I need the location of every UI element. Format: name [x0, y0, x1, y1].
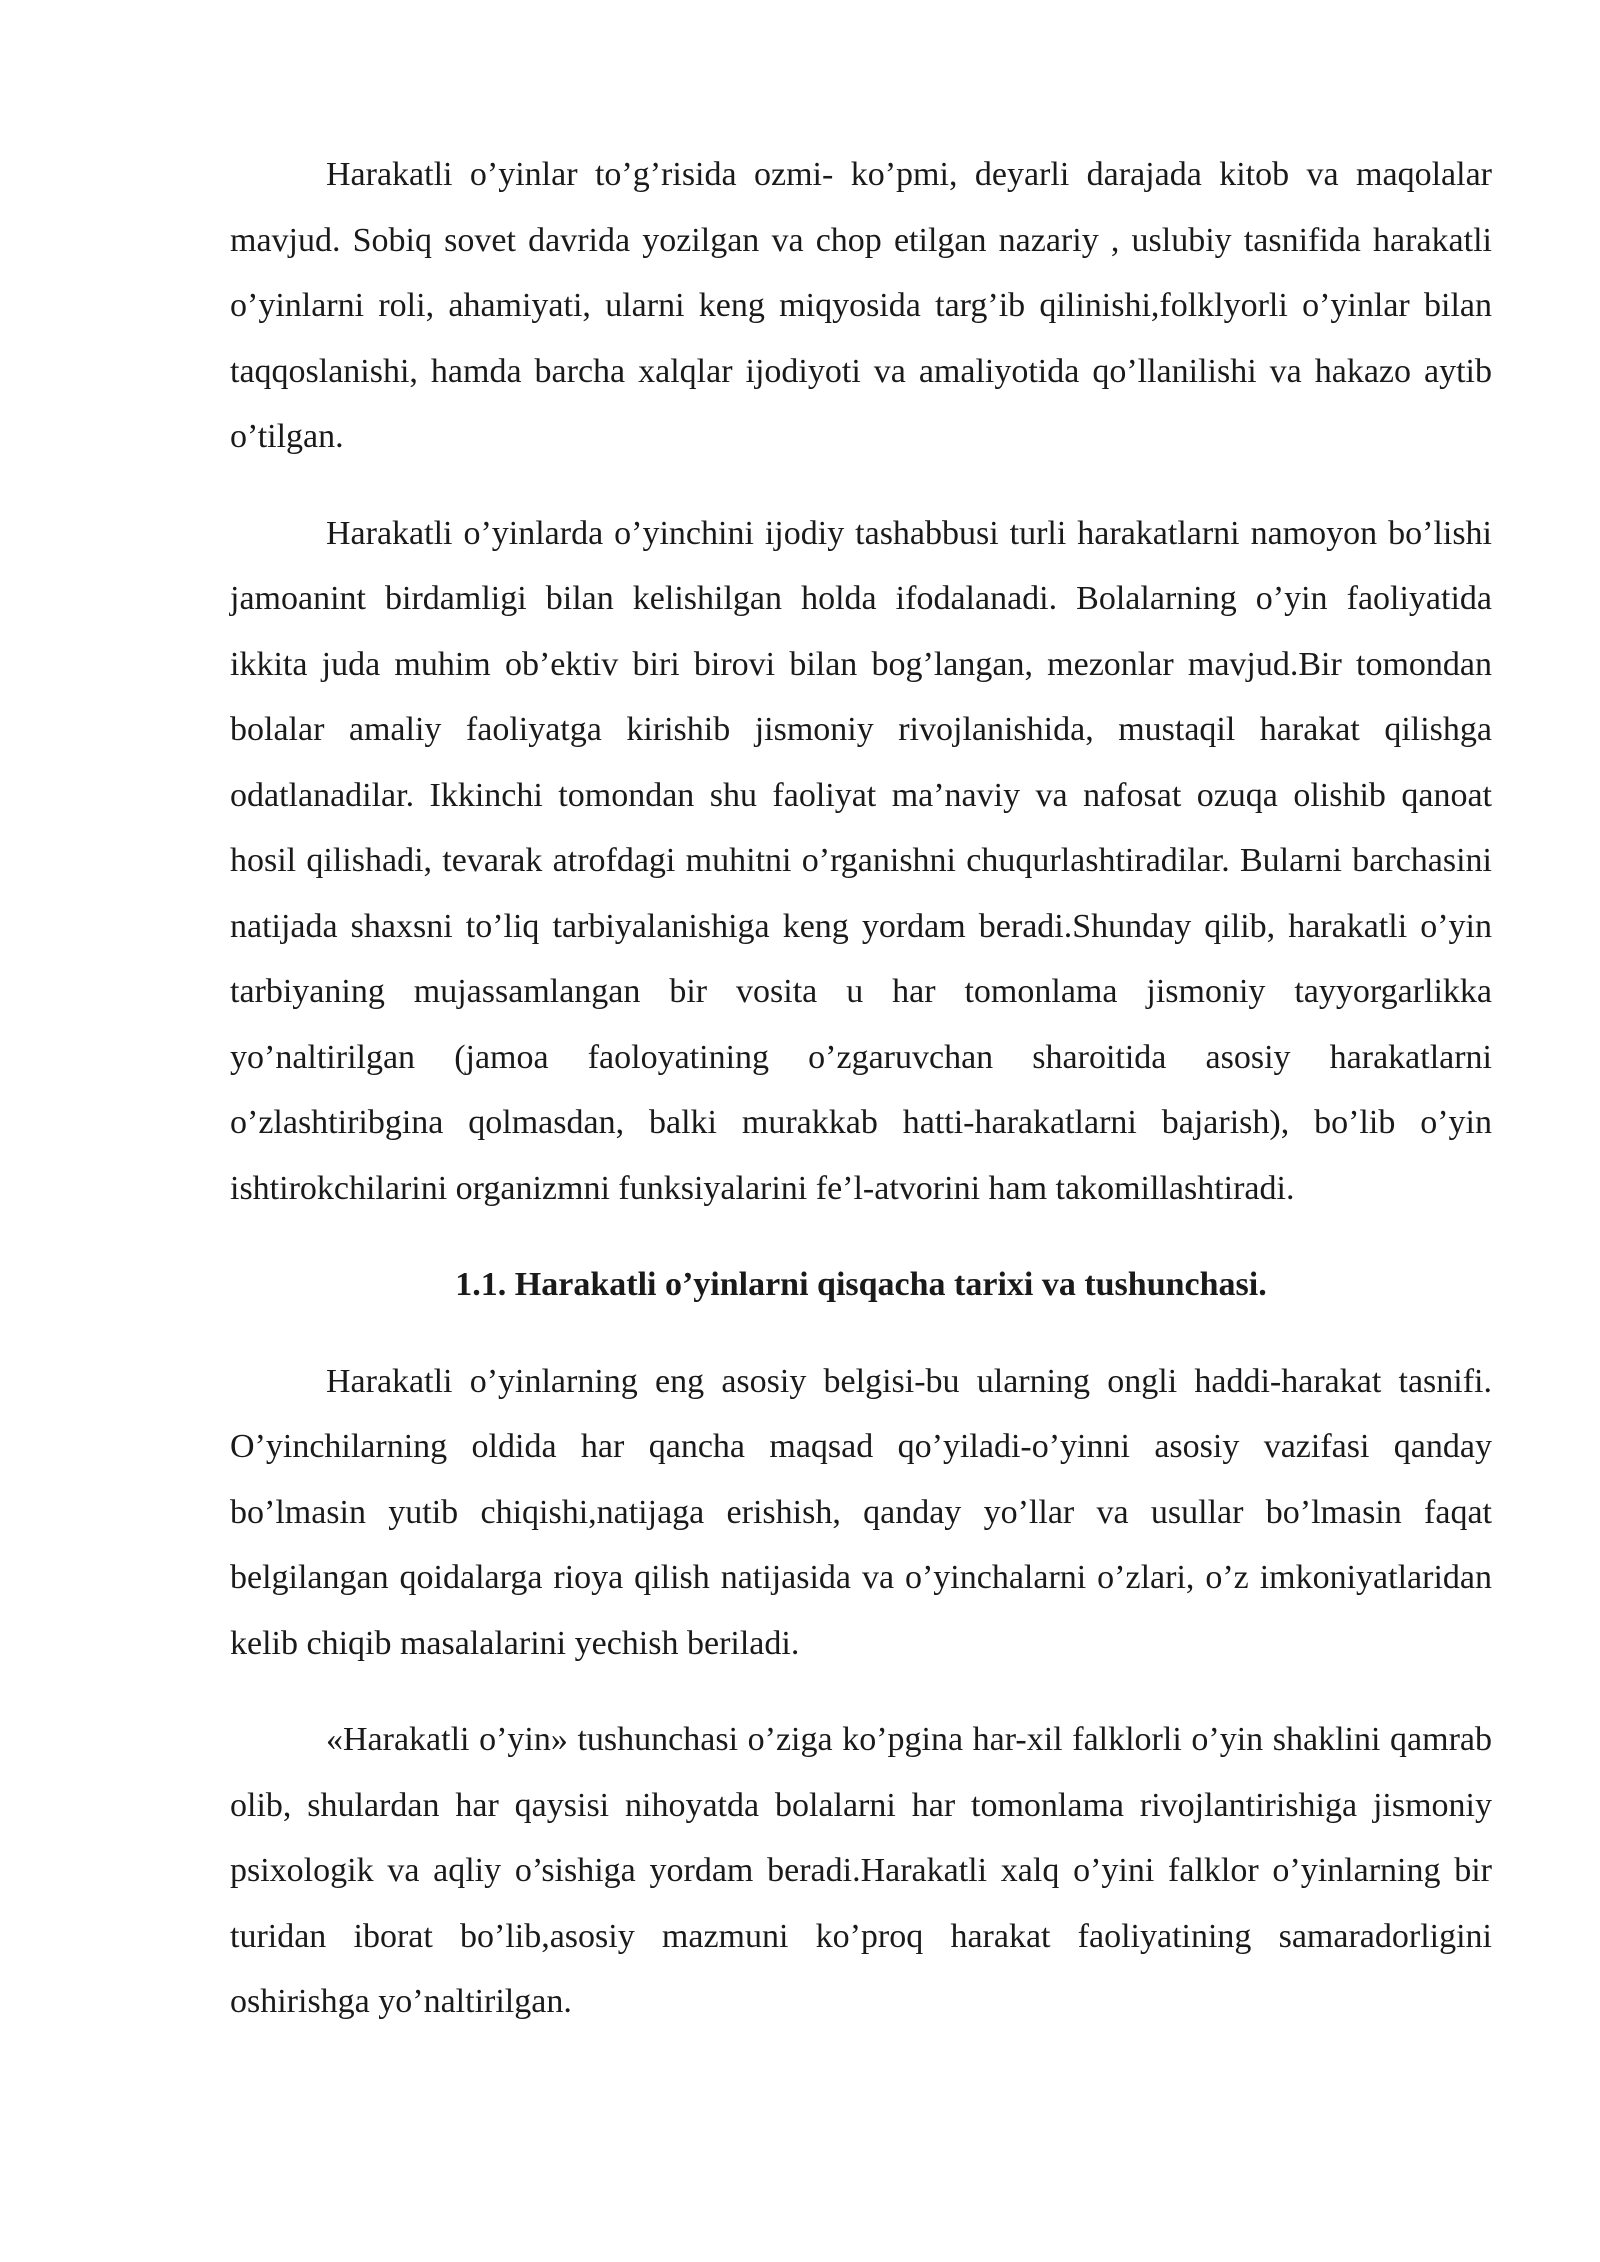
paragraph-1: Harakatli o’yinlar to’g’risida ozmi- ko’pmi, deyarli darajada kitob va maqolalar mavjud. Sobiq sovet davrida yozilgan va chop etilgan nazariy , uslubiy tasnifida harakatli o’yinlarni roli, ahamiyati, ularni keng miqyosida targ’ib qilinishi,folklyorli o’yinlar bilan taqqoslanishi, hamda barcha xalqlar ijodiyoti va amaliyotida qo’llanilishi va hakazo aytib o’tilgan.: [230, 156, 1492, 455]
paragraph-3: Harakatli o’yinlarning eng asosiy belgisi-bu ularning ongli haddi-harakat tasnifi. O’yinchilarning oldida har qancha maqsad qo’yiladi-o’yinni asosiy vazifasi qanday bo’lmasin yutib chiqishi,natijaga erishish, qanday yo’llar va usullar bo’lmasin faqat belgilangan qoidalarga rioya qilish natijasida va o’yinchalarni o’zlari, o’z imkoniyatlaridan kelib chiqib masalalarini yechish beriladi.: [230, 1362, 1492, 1662]
section-heading: 1.1. Harakatli o’yinlarni qisqacha tarixi va tushunchasi.: [455, 1266, 1267, 1303]
paragraph-2: Harakatli o’yinlarda o’yinchini ijodiy tashabbusi turli harakatlarni namoyon bo’lishi jamoanint birdamligi bilan kelishilgan holda ifodalanadi. Bolalarning o’yin faoliyatida ikkita juda muhim ob’ektiv biri birovi bilan bog’langan, mezonlar mavjud.Bir tomondan bolalar amaliy faoliyatga kirishib jismoniy rivojlanishida, mustaqil harakat qilishga odatlanadilar. Ikkinchi tomondan shu faoliyat ma’naviy va nafosat ozuqa olishib qanoat hosil qilishadi, tevarak atrofdagi muhitni o’rganishni chuqurlashtiradilar. Bularni barchasini natijada shaxsni to’liq tarbiyalanishiga keng yordam beradi.Shunday qilib, harakatli o’yin tarbiyaning mujassamlangan bir vosita u har tomonlama jismoniy tayyorgarlikka yo’naltirilgan (jamoa faoloyatining o’zgaruvchan sharoitida asosiy harakatlarni o’zlashtiribgina qolmasdan, balki murakkab hatti-harakatlarni bajarish), bo’lib o’yin ishtirokchilarini organizmni funksiyalarini fe’l-atvorini ham takomillashtiradi.: [230, 514, 1492, 1207]
paragraph-4: «Harakatli o’yin» tushunchasi o’ziga ko’pgina har-xil falklorli o’yin shaklini qamrab olib, shulardan har qaysisi nihoyatda bolalarni har tomonlama rivojlantirishiga jismoniy psixologik va aqliy o’sishiga yordam beradi.Harakatli xalq o’yini falklor o’yinlarning bir turidan iborat bo’lib,asosiy mazmuni ko’proq harakat faoliyatining samaradorligini oshirishga yo’naltirilgan.: [230, 1721, 1492, 2020]
document-body: [230, 142, 1492, 2066]
